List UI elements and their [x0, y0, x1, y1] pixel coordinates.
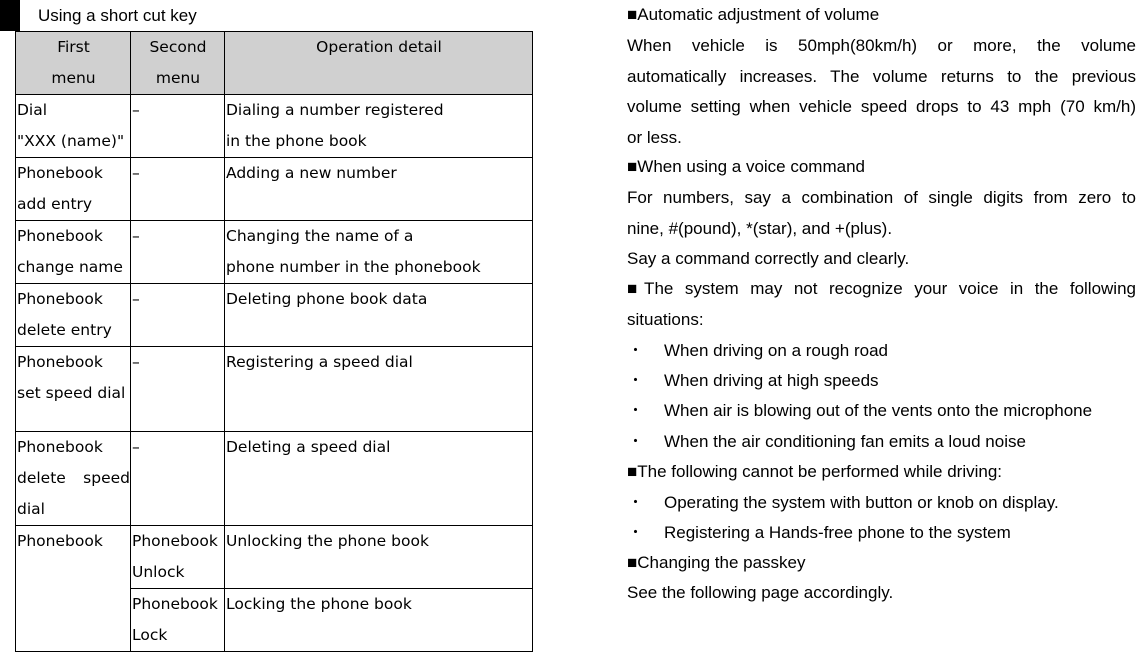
header-second-menu: Second menu	[131, 32, 225, 95]
operation-detail-cell: Changing the name of a phone number in the phonebook	[225, 221, 533, 284]
second-menu-cell: –	[131, 347, 225, 432]
voice-command-body: For numbers, say a combination of single digits from zero to nine, #(pound), *(star), and +(plus).	[627, 188, 1136, 238]
passkey-body: See the following page accordingly.	[627, 583, 894, 602]
list-item: ・ When air is blowing out of the vents onto the microphone	[627, 396, 1092, 426]
first-menu-cell: Phonebook change name	[16, 221, 131, 284]
second-menu-cell: –	[131, 158, 225, 221]
first-menu-cell: Dial "XXX (name)"	[16, 95, 131, 158]
operation-detail-cell: Dialing a number registered in the phone book	[225, 95, 533, 158]
first-menu-cell: Phonebook delete speed dial	[16, 432, 131, 526]
table-row	[16, 284, 533, 347]
list-item: ・ Registering a Hands-free phone to the system	[627, 518, 1011, 548]
first-menu-cell: Phonebook	[16, 526, 131, 652]
table-row	[16, 221, 533, 284]
second-menu-cell: –	[131, 284, 225, 347]
first-menu-cell: Phonebook delete entry	[16, 284, 131, 347]
section-marker	[0, 0, 20, 31]
second-menu-cell: Phonebook Unlock	[131, 526, 225, 589]
auto-volume-heading: ■Automatic adjustment of volume	[627, 5, 880, 24]
auto-volume-body: When vehicle is 50mph(80km/h) or more, the volume automatically increases. The volume returns to the previous volume setting when vehicle speed drops to 43 mph (70 km/h) or less.	[627, 36, 1136, 147]
header-operation-detail: Operation detail	[225, 32, 533, 95]
list-item: ・ When driving at high speeds	[627, 366, 879, 396]
voice-command-note: Say a command correctly and clearly.	[627, 249, 910, 268]
voice-command-heading: ■When using a voice command	[627, 157, 865, 176]
section-title: Using a short cut key	[38, 6, 197, 25]
driving-heading: ■The following cannot be performed while driving:	[627, 462, 1003, 481]
first-menu-cell: Phonebook add entry	[16, 158, 131, 221]
list-item: ・ Operating the system with button or knob on display.	[627, 488, 1059, 518]
bullet-icon: ・	[627, 493, 644, 512]
table-row	[16, 347, 533, 432]
bullet-icon: ・	[627, 523, 644, 542]
second-menu-cell: –	[131, 221, 225, 284]
table-header-row	[16, 32, 533, 95]
table-row	[16, 432, 533, 526]
not-recognize-heading: ■The system may not recognize your voice in the following situations:	[627, 279, 1136, 329]
bullet-icon: ・	[627, 432, 644, 451]
header-first-menu: First menu	[16, 32, 131, 95]
operation-detail-cell: Unlocking the phone book	[225, 526, 533, 589]
bullet-icon: ・	[627, 401, 644, 420]
table-row	[16, 526, 533, 589]
second-menu-cell: Phonebook Lock	[131, 589, 225, 652]
shortcut-table	[15, 31, 533, 652]
operation-detail-cell: Adding a new number	[225, 158, 533, 221]
list-item: ・ When driving on a rough road	[627, 336, 888, 366]
list-item: ・ When the air conditioning fan emits a loud noise	[627, 427, 1026, 457]
bullet-icon: ・	[627, 341, 644, 360]
first-menu-cell: Phonebook set speed dial	[16, 347, 131, 432]
second-menu-cell: –	[131, 95, 225, 158]
table-row	[16, 95, 533, 158]
operation-detail-cell: Deleting phone book data	[225, 284, 533, 347]
table-row	[16, 158, 533, 221]
second-menu-cell: –	[131, 432, 225, 526]
operation-detail-cell: Registering a speed dial	[225, 347, 533, 432]
operation-detail-cell: Deleting a speed dial	[225, 432, 533, 526]
operation-detail-cell: Locking the phone book	[225, 589, 533, 652]
passkey-heading: ■Changing the passkey	[627, 553, 806, 572]
bullet-icon: ・	[627, 371, 644, 390]
